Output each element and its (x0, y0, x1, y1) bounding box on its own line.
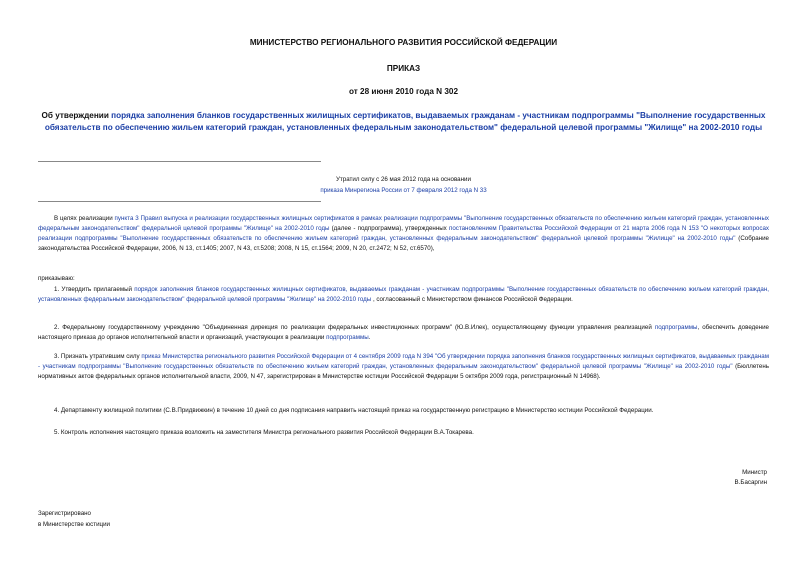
preamble-text-2: (далее - подпрограмма), утвержденных (329, 225, 449, 232)
signature-position: Министр (742, 469, 767, 476)
ministry-heading: МИНИСТЕРСТВО РЕГИОНАЛЬНОГО РАЗВИТИЯ РОССИЙСКОЙ ФЕДЕРАЦИИ (249, 38, 558, 47)
item-5-paragraph: 5. Контроль исполнения настоящего приказа возложить на заместителя Министра регионального развития Российской Федерации В.А.Токарева. (54, 429, 474, 436)
document-title (38, 110, 769, 134)
item-3-paragraph (38, 352, 769, 382)
item-1-text-2: , согласованный с Министерством финансов Российской Федерации. (371, 296, 573, 303)
item-1-text-1: 1. Утвердить прилагаемый (54, 286, 135, 293)
preamble-text-3: (Собрание законодательства Российской Федерации, 2006, N 13, ст.1405; 2007, N 43, ст.5208; 2008, N 15, ст.1564; 2009, N 20, ст.2472; N 52, ст.6570), (38, 235, 769, 252)
repealed-order-link[interactable]: приказ Министерства регионального развития Российской Федерации от 4 сентября 2009 года N 394 "Об утверждении порядка заполнения бланков государственных жилищных сертификатов, выдаваемых гражданам - участникам подпрограммы "Выполнение государственных обязательств по обеспечению жильем категорий граждан, установленных федеральным законодательством" федеральной целевой программы "Жилище" на 2002-2010 годы" (38, 353, 769, 370)
title-prefix: Об утверждении (41, 111, 112, 120)
divider-bottom (38, 201, 321, 202)
item-3-text-1: 3. Признать утратившим силу (54, 353, 142, 360)
status-note-line2 (0, 187, 807, 194)
status-note-line1: Утратил силу с 26 мая 2012 года на основании (336, 176, 471, 183)
government-decree-link[interactable]: постановлением Правительства Российской Федерации от 21 марта 2006 года N 153 "О некоторых вопросах реализации подпрограммы "Выполнение государственных обязательств по обеспечению жильем категорий граждан, установленных федеральным законодательством" федеральной целевой программы "Жилище" на 2002-2010 годы" (38, 225, 769, 242)
divider-top (38, 161, 321, 162)
preamble-text-1: В целях реализации (54, 215, 115, 222)
repeal-order-link[interactable]: приказа Минрегиона России от 7 февраля 2012 года N 33 (320, 187, 487, 194)
signature-name: В.Басаргин (734, 479, 767, 486)
date-number-heading: от 28 июня 2010 года N 302 (348, 87, 459, 96)
title-link[interactable]: порядка заполнения бланков государственных жилищных сертификатов, выдаваемых гражданам - участникам подпрограммы "Выполнение государственных обязательств по обеспечению жильем категорий граждан, установленных федеральным законодательством" федеральной целевой программы "Жилище" на 2002-2010 годы (44, 111, 766, 132)
order-word: приказываю: (38, 275, 75, 282)
item-2-paragraph (38, 323, 769, 343)
registration-line2: в Министерстве юстиции (38, 521, 111, 528)
registration-line1: Зарегистрировано (38, 510, 91, 517)
procedure-link[interactable]: порядок заполнения бланков государственных жилищных сертификатов, выдаваемых гражданам - участникам подпрограммы "Выполнение государственных обязательств по обеспечению жильем категорий граждан, установленных федеральным законодательством" федеральной целевой программы "Жилище" на 2002-2010 годы (38, 286, 770, 303)
item-1-paragraph (38, 285, 769, 305)
rules-link[interactable]: пункта 3 Правил выпуска и реализации государственных жилищных сертификатов в рамках реализации подпрограммы "Выполнение государственных обязательств по обеспечению жильем категорий граждан, установленных федеральным законодательством" федеральной целевой программы "Жилище" на 2002-2010 годы (38, 215, 769, 232)
doc-type-heading: ПРИКАЗ (386, 64, 421, 73)
preamble-paragraph (38, 214, 769, 254)
subprogram-link-1[interactable]: подпрограммы (654, 324, 698, 331)
item-3-text-2: (Бюллетень нормативных актов федеральных органов исполнительной власти, 2009, N 47, зарегистрирован в Министерстве юстиции Российской Федерации 5 октября 2009 года, регистрационный N 14968). (38, 363, 769, 380)
subprogram-link-2[interactable]: подпрограммы (326, 334, 369, 341)
item-2-text-2: , обеспечить доведение настоящего приказа до органов исполнительной власти и организаций, участвующих в реализации (38, 324, 769, 341)
item-2-text-3: . (368, 334, 371, 341)
item-2-text-1: 2. Федеральному государственному учреждению "Объединенная дирекция по реализации федеральных инвестиционных программ" (Ю.В.Илек), осуществляющему функции управления реализацией (54, 324, 655, 331)
item-4-paragraph: 4. Департаменту жилищной политики (С.В.Придвижкин) в течение 10 дней со дня подписания направить настоящий приказ на государственную регистрацию в Министерство юстиции Российской Федерации. (54, 407, 654, 414)
